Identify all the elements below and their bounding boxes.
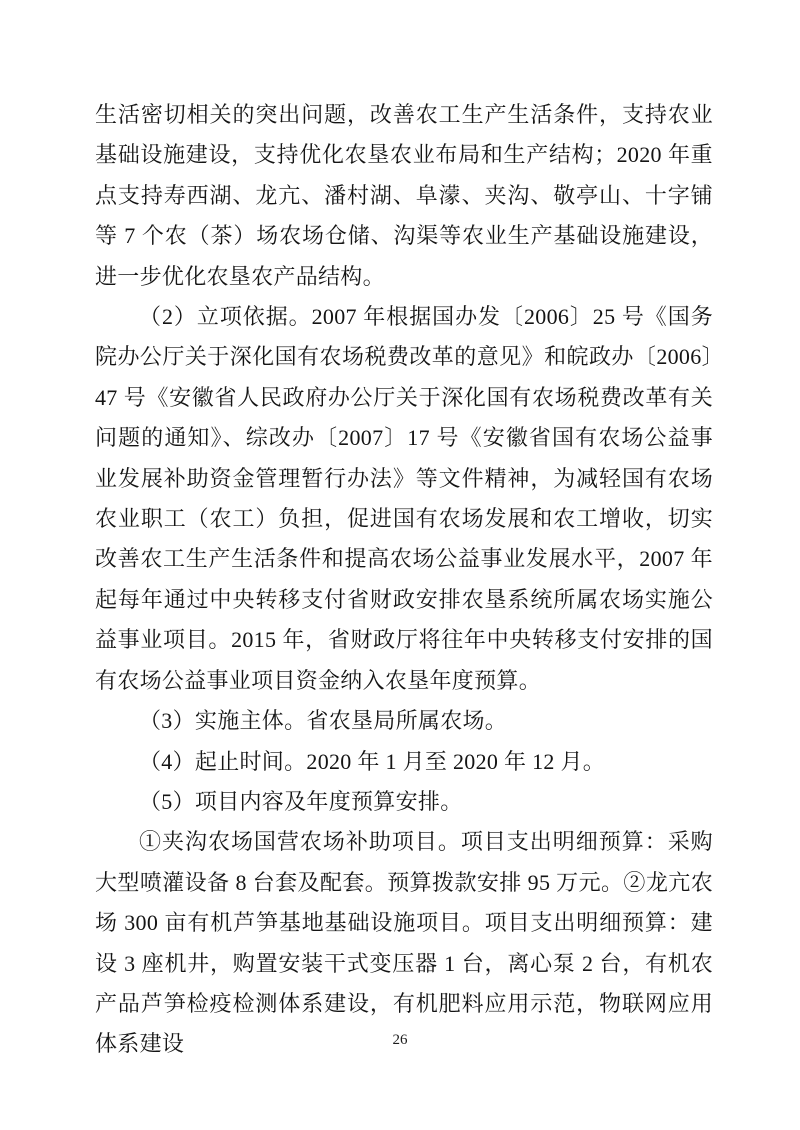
page-number: 26: [392, 1032, 408, 1048]
paragraph-time-period: （4）起止时间。2020 年 1 月至 2020 年 12 月。: [139, 748, 606, 774]
paragraph-content-budget-heading: （5）项目内容及年度预算安排。: [139, 788, 463, 814]
paragraph-project-basis: （2）立项依据。2007 年根据国办发〔2006〕25 号《国务院办公厅关于深化国有农场税费改革的意见》和皖政办〔2006〕47 号《安徽省人民政府办公厅关于深化国有农场税费改革有关问题的通知》、综改办〔2007〕17 号《安徽省国有农场公益事业发展补助资金管理暂行办法》等文件精神，为减轻国有农场农业职工（农工）负担，促进国有农场发展和农工增收，切实改善农工生产生活条件和提高农场公益事业发展水平，2007 年起每年通过中央转移支付省财政安排农垦系统所属农场实施公益事业项目。2015 年，省财政厅将往年中央转移支付安排的国有农场公益事业项目资金纳入农垦年度预算。: [95, 304, 713, 693]
page-body-text: [95, 95, 713, 1065]
paragraph-support-measures: 生活密切相关的突出问题，改善农工生产生活条件，支持农业基础设施建设，支持优化农垦农业布局和生产结构；2020 年重点支持寿西湖、龙亢、潘村湖、阜濛、夹沟、敬亭山、十字铺等 7 个农（茶）场农场仓储、沟渠等农业生产基础设施建设，进一步优化农垦农产品结构。: [95, 102, 713, 289]
paragraph-project-details: ①夹沟农场国营农场补助项目。项目支出明细预算：采购大型喷灌设备 8 台套及配套。预算拨款安排 95 万元。②龙亢农场 300 亩有机芦笋基地基础设施项目。项目支出明细预算：建设 3 座机井，购置安装干式变压器 1 台，离心泵 2 台，有机农产品芦笋检疫检测体系建设，有机肥料应用示范，物联网应用体系建设: [95, 829, 713, 1057]
paragraph-implementing-body: （3）实施主体。省农垦局所属农场。: [139, 708, 508, 734]
